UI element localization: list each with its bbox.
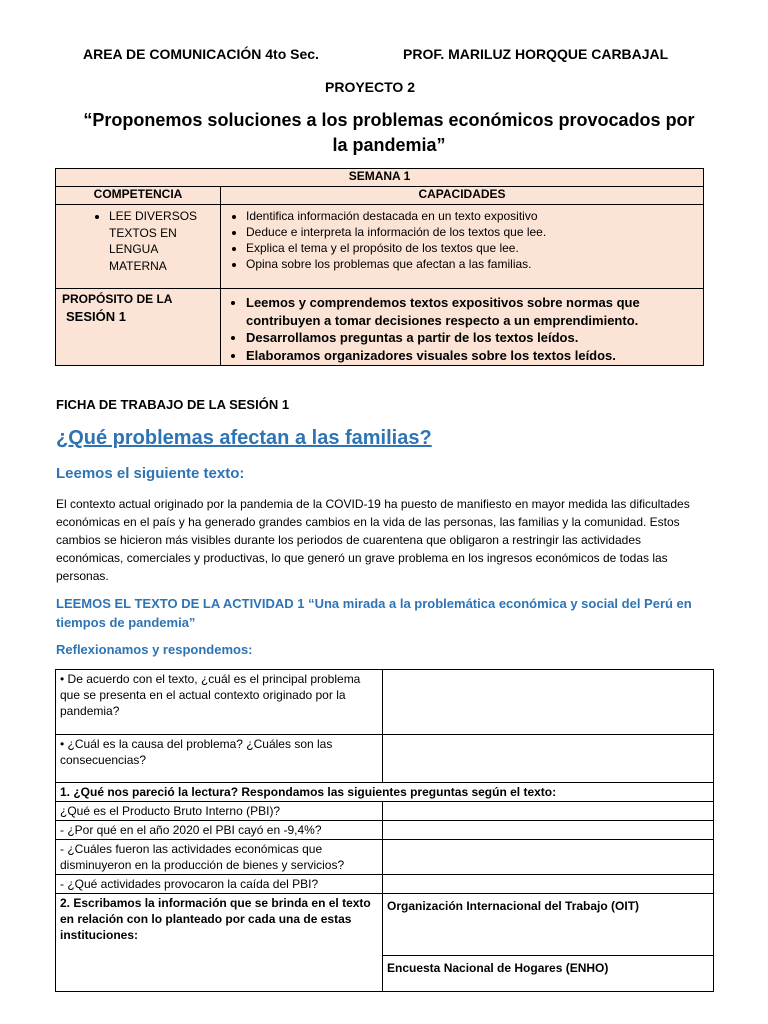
question-text: • ¿Cuál es la causa del problema? ¿Cuáles son las consecuencias?: [60, 737, 333, 767]
proposito-item: • Leemos y comprendemos textos expositivos sobre normas que contribuyen a tomar decisiones respecto a un emprendimiento.: [246, 294, 702, 329]
leemos-heading: Leemos el siguiente texto:: [56, 465, 245, 482]
oit-cell[interactable]: [383, 894, 714, 956]
propositos-cell: [221, 289, 704, 366]
competencia-cell: [56, 205, 221, 289]
capacidad-item: • Explica el tema y el propósito de los textos que lee.: [246, 240, 702, 256]
question-text: - ¿Qué actividades provocaron la caída del PBI?: [60, 877, 319, 891]
capacidad-item: • Opina sobre los problemas que afectan a las familias.: [246, 256, 702, 272]
question-cell: [56, 735, 383, 783]
oit-label: Organización Internacional del Trabajo (OIT): [387, 899, 640, 913]
answer-cell[interactable]: [383, 670, 714, 735]
capacidad-item: • Deduce e interpreta la información de los textos que lee.: [246, 224, 702, 240]
competencia-header: COMPETENCIA: [56, 187, 221, 205]
capacidades-cell: [221, 205, 704, 289]
answer-cell[interactable]: [383, 840, 714, 875]
question-cell: [56, 802, 383, 821]
section-2-heading: 2. Escribamos la información que se brinda en el texto en relación con lo planteado por cada una de estas instituciones:: [56, 894, 383, 992]
enho-cell[interactable]: [383, 956, 714, 992]
answer-cell[interactable]: [383, 735, 714, 783]
answer-cell[interactable]: [383, 802, 714, 821]
intro-paragraph: El contexto actual originado por la pandemia de la COVID-19 ha puesto de manifiesto en mayor medida las dificultades económicas en el país y ha generado grandes cambios en la vida de las personas, las familias y la comunidad. Estos cambios se hicieron más visibles durante los periodos de cuarentena que obligaron a restringir las actividades económicas, comerciales y productivas, lo que generó un grave problema en los ingresos económicos de todas las personas.: [56, 497, 690, 583]
capacidad-item: • Identifica información destacada en un texto expositivo: [246, 208, 702, 224]
page-title: “Proponemos soluciones a los problemas económicos provocados por la pandemia”: [83, 110, 695, 155]
proposito-cell: [56, 289, 221, 366]
capacidades-header: CAPACIDADES: [221, 187, 704, 205]
week-header: SEMANA 1: [56, 169, 704, 187]
enho-label: Encuesta Nacional de Hogares (ENHO): [387, 961, 609, 975]
ficha-heading: FICHA DE TRABAJO DE LA SESIÓN 1: [56, 397, 290, 412]
proposito-item: • Elaboramos organizadores visuales sobre los textos leídos.: [246, 347, 702, 365]
question-text: - ¿Por qué en el año 2020 el PBI cayó en -9,4%?: [60, 823, 322, 837]
question-title: ¿Qué problemas afectan a las familias?: [56, 427, 432, 449]
question-cell: [56, 840, 383, 875]
question-cell: [56, 875, 383, 894]
answer-cell[interactable]: [383, 821, 714, 840]
question-cell: [56, 821, 383, 840]
question-cell: [56, 670, 383, 735]
answer-cell[interactable]: [383, 875, 714, 894]
question-text: ¿Qué es el Producto Bruto Interno (PBI)?: [60, 804, 281, 818]
activity-heading: LEEMOS EL TEXTO DE LA ACTIVIDAD 1 “Una mirada a la problemática económica y social del Perú en tiempos de pandemia”: [56, 596, 692, 630]
competencia-item: • LEE DIVERSOS TEXTOS EN LENGUA MATERNA: [109, 208, 219, 274]
teacher-label: PROF. MARILUZ HORQQUE CARBAJAL: [403, 46, 669, 62]
proposito-item: • Desarrollamos preguntas a partir de los textos leídos.: [246, 329, 702, 347]
reflexionamos-heading: Reflexionamos y respondemos:: [56, 642, 253, 657]
project-label: PROYECTO 2: [325, 79, 415, 95]
plan-table: [55, 168, 704, 366]
proposito-label: PROPÓSITO DE LA: [62, 292, 173, 306]
section-1-heading: 1. ¿Qué nos pareció la lectura? Respondamos las siguientes preguntas según el texto:: [56, 783, 714, 802]
question-text: • De acuerdo con el texto, ¿cuál es el principal problema que se presenta en el actual contexto originado por la pandemia?: [60, 672, 361, 718]
worksheet-table: [55, 669, 714, 992]
session-label: SESIÓN 1: [66, 309, 126, 324]
question-text: - ¿Cuáles fueron las actividades económicas que disminuyeron en la producción de bienes y servicios?: [60, 842, 345, 872]
area-label: AREA DE COMUNICACIÓN 4to Sec.: [83, 46, 319, 62]
